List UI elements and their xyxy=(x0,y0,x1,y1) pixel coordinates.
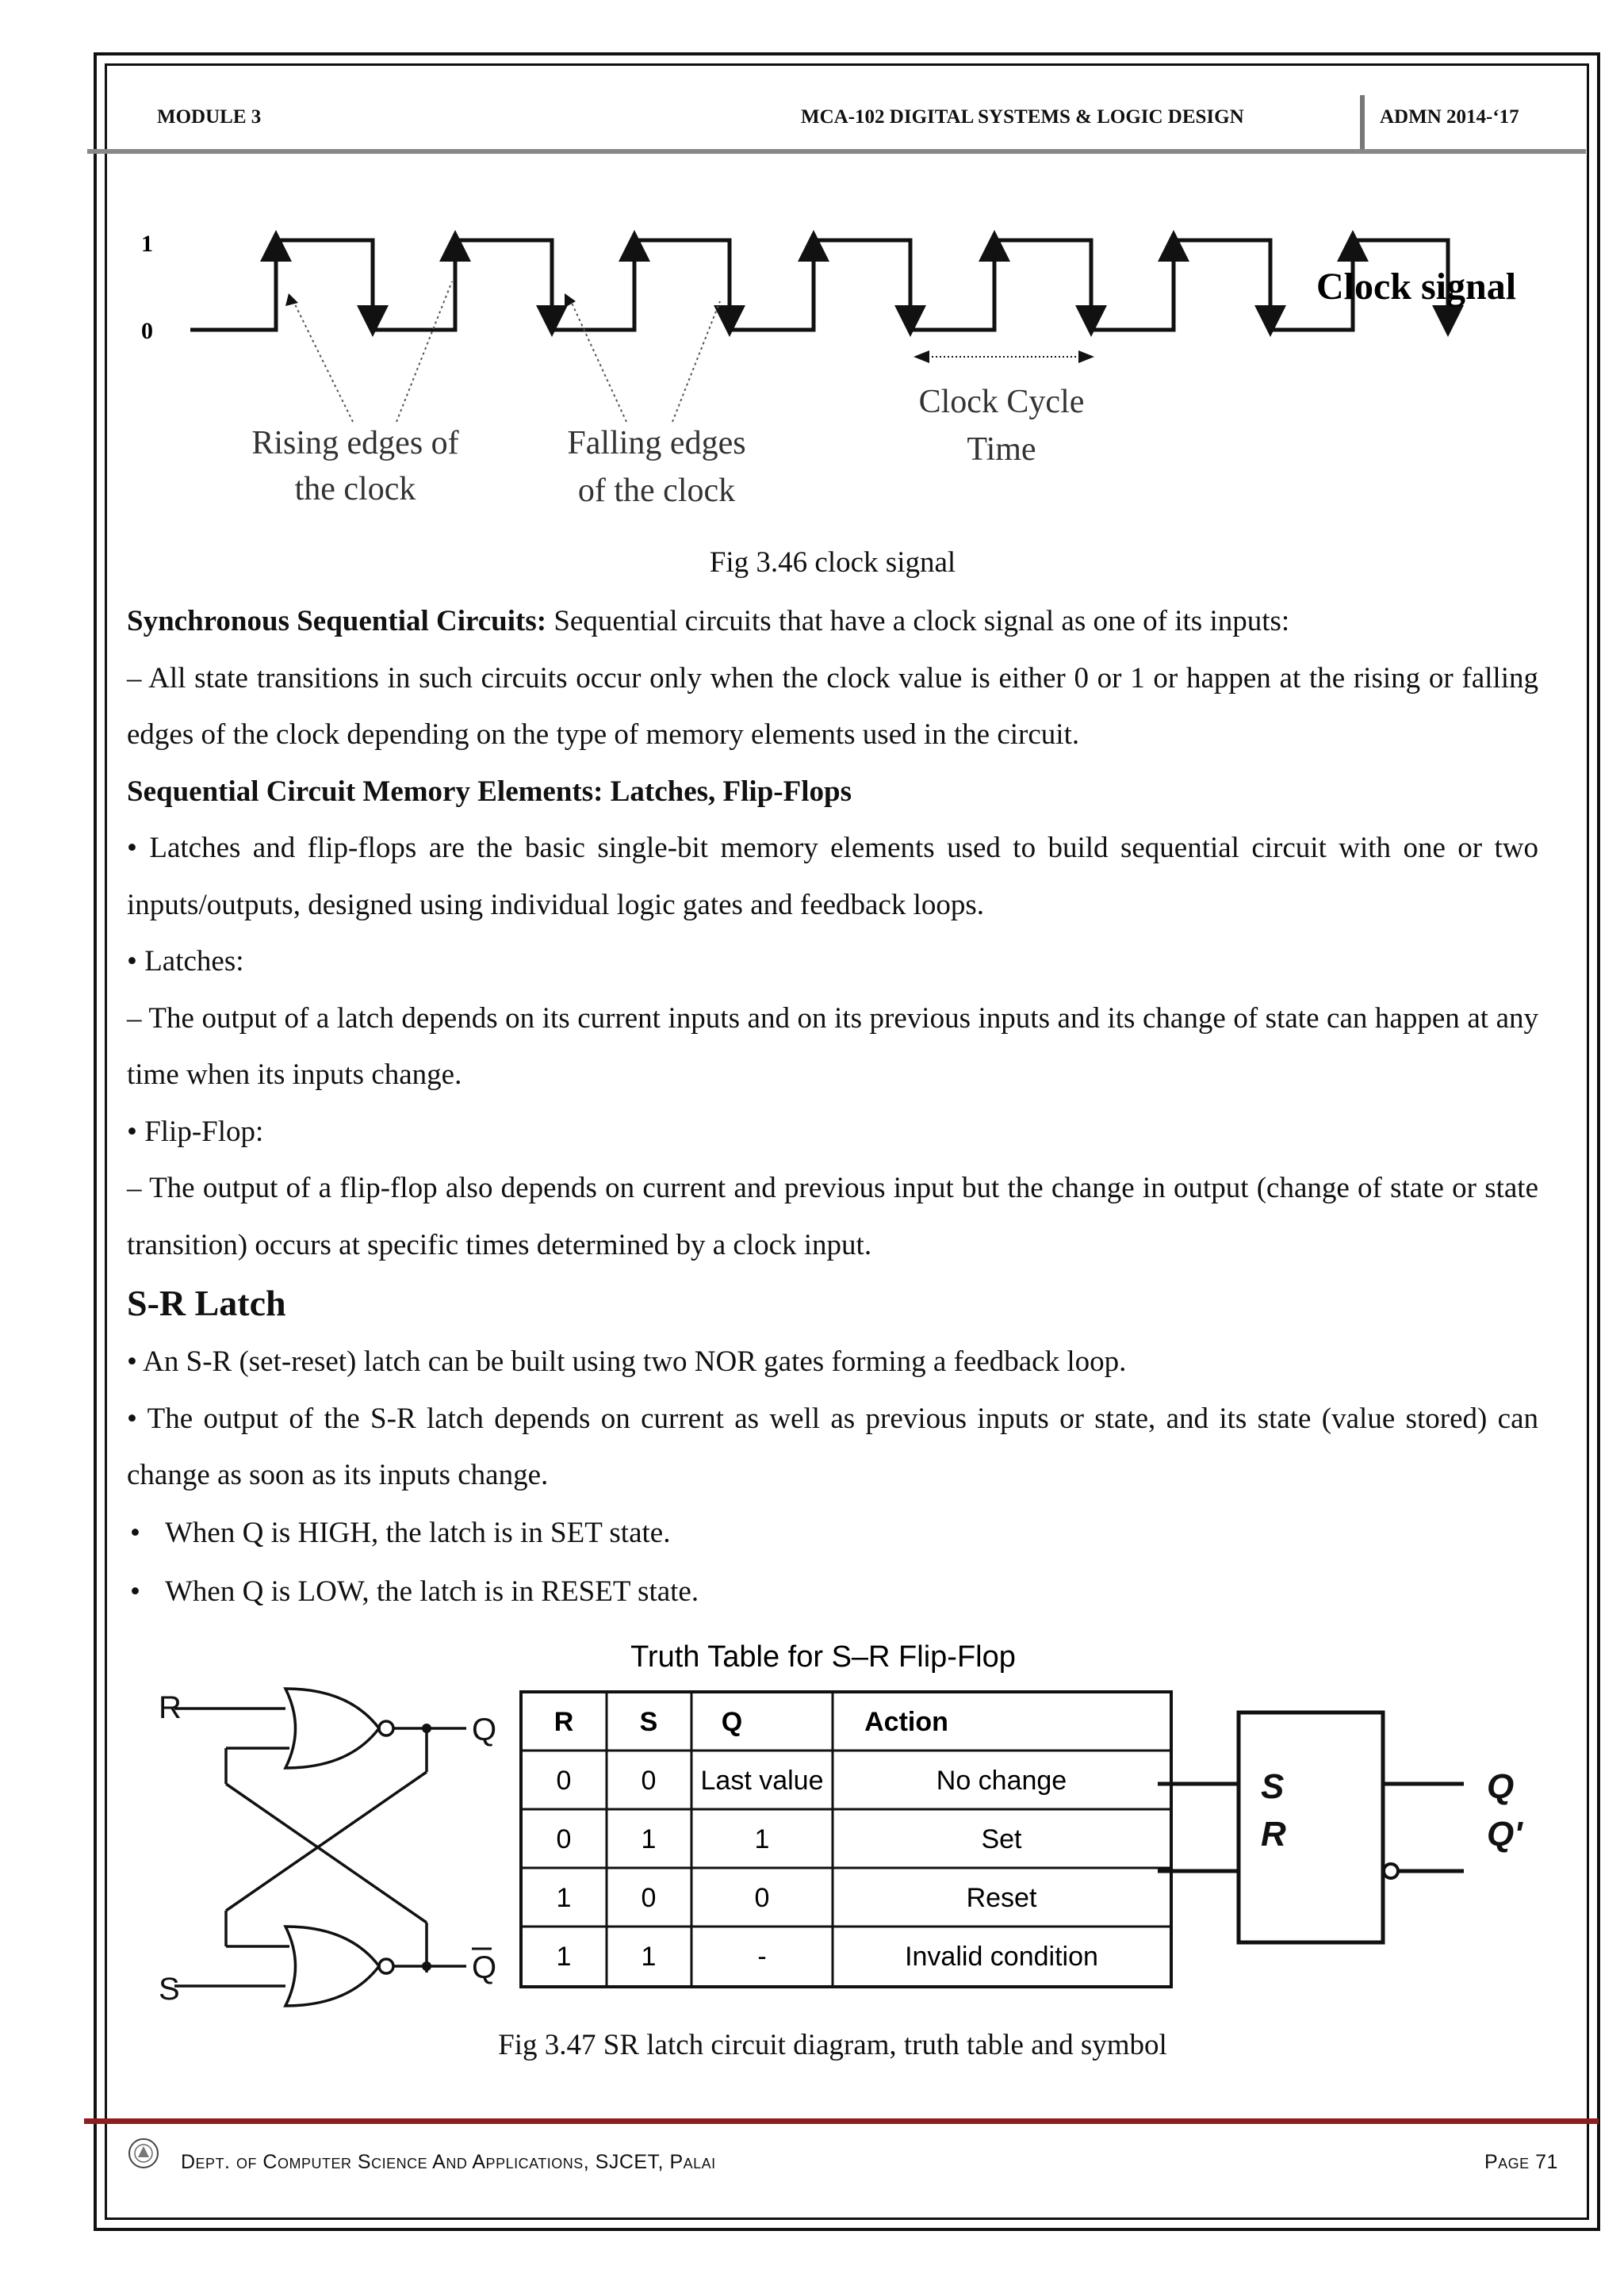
fig-3-46-caption: Fig 3.46 clock signal xyxy=(709,546,956,579)
falling-label-2: of the clock xyxy=(577,473,736,509)
cycle-label-1: Clock Cycle xyxy=(918,384,1085,420)
rising-label-2: the clock xyxy=(294,471,416,507)
cycle-label-2: Time xyxy=(967,431,1036,468)
table-cell: 1 xyxy=(641,1942,657,1972)
college-seal-icon xyxy=(127,2137,160,2170)
table-header-r: R xyxy=(553,1707,574,1737)
header-course: MCA-102 DIGITAL SYSTEMS & LOGIC DESIGN xyxy=(801,106,1244,128)
symbol-qprime-label: Q' xyxy=(1487,1815,1522,1854)
circuit-r-label: R xyxy=(159,1690,182,1725)
rising-edge-arrows xyxy=(276,246,1353,277)
clock-signal-figure xyxy=(127,214,1546,547)
falling-pointer-head xyxy=(565,293,576,308)
sr-bullet-1: • When Q is HIGH, the latch is in SET state. xyxy=(127,1504,1538,1563)
table-cell: 0 xyxy=(556,1766,572,1796)
table-cell: 1 xyxy=(556,1942,572,1972)
clock-level-low: 0 xyxy=(141,318,153,344)
clock-level-high: 1 xyxy=(141,231,153,257)
body-text xyxy=(127,593,1538,1621)
table-header-action: Action xyxy=(864,1707,948,1737)
memory-elements-title: Sequential Circuit Memory Elements: Latches, Flip-Flops xyxy=(127,775,852,808)
table-cell: 0 xyxy=(556,1824,572,1854)
sync-text: Sequential circuits that have a clock signal as one of its inputs: xyxy=(546,605,1290,637)
table-cell: 1 xyxy=(641,1824,657,1854)
table-cell: 0 xyxy=(641,1883,657,1913)
sr-latch-heading: S-R Latch xyxy=(127,1283,286,1323)
sync-detail: – All state transitions in such circuits occur only when the clock value is either 0 or 1 or happen at the rising or falling edges of the clock depending on the type of memory elements used in the circuit. xyxy=(127,661,1538,751)
footer-department: Dept. of Computer Science And Applications, SJCET, Palai xyxy=(181,2151,716,2173)
sr-latch-figure xyxy=(151,1625,1546,2053)
qbar-junction-dot xyxy=(422,1961,431,1971)
rising-label-1: Rising edges of xyxy=(251,425,459,461)
symbol-q-label: Q xyxy=(1487,1767,1515,1806)
header-rule xyxy=(87,149,1586,154)
header-separator xyxy=(1360,95,1365,151)
table-cell: Set xyxy=(981,1824,1022,1854)
sr-paragraph-1: • An S-R (set-reset) latch can be built using two NOR gates forming a feedback loop. xyxy=(127,1345,1127,1378)
truth-table-title: Truth Table for S–R Flip-Flop xyxy=(630,1640,1016,1674)
fig-3-47-caption: Fig 3.47 SR latch circuit diagram, truth table and symbol xyxy=(498,2029,1167,2061)
memory-elements-text: • Latches and flip-flops are the basic single-bit memory elements used to build sequential circuit with one or two inputs/outputs, designed using individual logic gates and feedback loops. xyxy=(127,832,1538,921)
table-cell: Invalid condition xyxy=(905,1942,1098,1972)
table-header-q: Q xyxy=(721,1707,743,1737)
sr-bullet-2: • When Q is LOW, the latch is in RESET state. xyxy=(127,1563,1538,1621)
circuit-s-label: S xyxy=(159,1972,180,2007)
truth-table xyxy=(521,1692,1171,1987)
falling-edge-arrows xyxy=(373,285,1448,321)
table-cell: 0 xyxy=(754,1883,770,1913)
circuit-q-label: Q xyxy=(472,1712,497,1747)
header-module: MODULE 3 xyxy=(157,106,262,128)
edge-pointer-lines xyxy=(293,281,720,422)
cycle-arrow-left xyxy=(914,350,929,363)
table-header-s: S xyxy=(639,1707,658,1737)
latches-text: – The output of a latch depends on its current inputs and on its previous inputs and its change of state can happen at any time when its inputs change. xyxy=(127,1001,1538,1091)
table-cell: Last value xyxy=(700,1766,824,1796)
sr-latch-symbol xyxy=(1158,1712,1464,1942)
table-cell: Reset xyxy=(966,1883,1037,1913)
flipflop-text: – The output of a flip-flop also depends on current and previous input but the change in output (change of state or state transition) occurs at specific times determined by a clock input. xyxy=(127,1172,1538,1261)
sync-paragraph xyxy=(127,593,1538,650)
circuit-qbar-label: Q xyxy=(472,1950,497,1985)
sync-title: Synchronous Sequential Circuits: xyxy=(127,605,547,637)
table-cell: - xyxy=(757,1942,767,1972)
table-cell: No change xyxy=(936,1766,1067,1796)
sr-paragraph-2: • The output of the S-R latch depends on current as well as previous inputs or state, and its state (value stored) can change as soon as its inputs change. xyxy=(127,1402,1538,1491)
clock-signal-title: Clock signal xyxy=(1316,266,1517,308)
falling-label-1: Falling edges xyxy=(567,425,746,461)
table-cell: 1 xyxy=(754,1824,770,1854)
q-junction-dot xyxy=(422,1724,431,1733)
cycle-arrow-right xyxy=(1078,350,1094,363)
table-cell: 1 xyxy=(556,1883,572,1913)
sr-latch-circuit xyxy=(174,1689,466,2006)
clock-waveform xyxy=(190,240,1448,330)
header-admn: ADMN 2014-‘17 xyxy=(1380,106,1519,128)
flipflop-heading: • Flip-Flop: xyxy=(127,1115,264,1148)
symbol-s-label: S xyxy=(1261,1767,1285,1806)
table-cell: 0 xyxy=(641,1766,657,1796)
footer-page-number: Page 71 xyxy=(1484,2151,1558,2173)
latches-heading: • Latches: xyxy=(127,945,244,978)
footer-rule xyxy=(84,2118,1599,2124)
rising-pointer-head xyxy=(285,293,298,306)
symbol-r-label: R xyxy=(1261,1815,1286,1854)
